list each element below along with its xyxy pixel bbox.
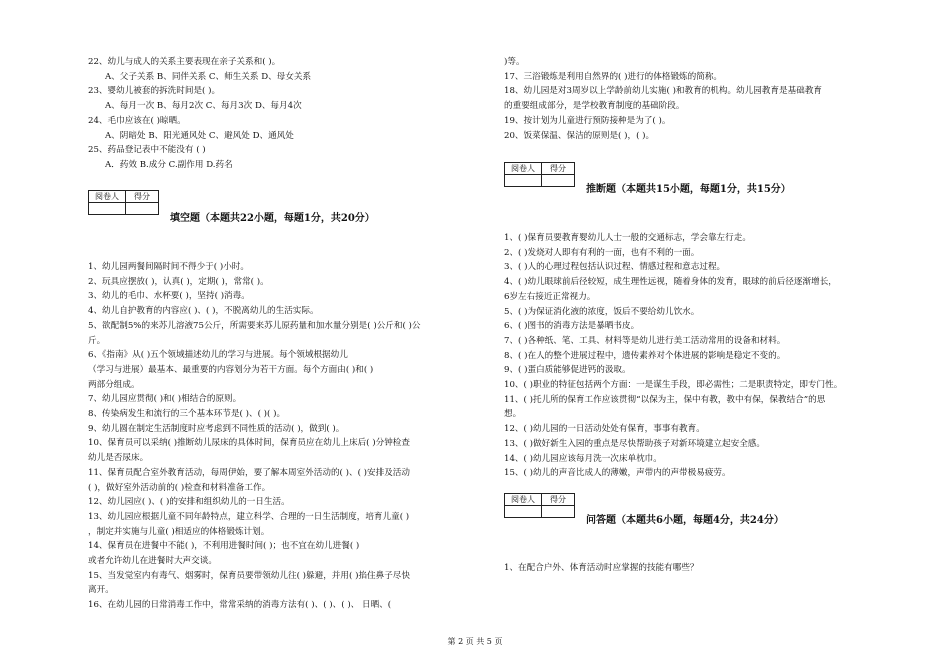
text-line: 9、幼儿圆在制定生活制度时应考虑到不同性质的活动( )，做到( )。	[88, 423, 345, 434]
text-line: A、每月一次 B、每月2次 C、每月3次 D、每月4次	[105, 101, 302, 112]
score-box-grader-label: 阅卷人	[505, 163, 542, 175]
score-box-grader-label: 阅卷人	[505, 494, 542, 506]
text-line: 5、( )为保证消化液的浓度，饭后不要给幼儿饮水。	[504, 306, 700, 317]
page-footer: 第 2 页 共 5 页	[447, 637, 503, 646]
score-box-score-cell	[542, 506, 575, 518]
text-line: 两部分组成。	[88, 379, 140, 390]
score-box-score-label: 得分	[542, 494, 575, 506]
judge-section-title: 推断题（本题共15小题，每题1分，共15分）	[586, 184, 791, 195]
text-line: 11、( )托儿所的保育工作应该贯彻“以保为主，保中有教，教中有保，保教结合”的思	[504, 394, 826, 405]
text-line: A．药效 B.成分 C.副作用 D.药名	[105, 159, 233, 170]
text-line: 14、保育员在进餐中不能( )，不利用进餐时间( )；也不宜在幼儿进餐( )	[88, 541, 360, 552]
text-line: 1、( )保育员要教育婴幼儿人士一般的交通标志，学会靠左行走。	[504, 233, 751, 243]
score-box-score-label: 得分	[126, 191, 159, 203]
qa-section-title: 问答题（本题共6小题，每题4分，共24分）	[586, 515, 784, 526]
score-box-grader-label: 阅卷人	[89, 191, 126, 203]
text-line: （学习与进展）最基本、最重要的内容划分为若干方面。每个方面由( )和( )	[88, 364, 374, 375]
text-line: 6、《指南》从( )五个领域描述幼儿的学习与进展。每个领域根据幼儿	[88, 350, 348, 361]
text-line: 斤。	[88, 335, 106, 346]
text-line: 17、三浴锻炼是利用自然界的( )进行的体格锻炼的简称。	[504, 71, 723, 82]
fill-score-box	[88, 190, 159, 215]
text-line: 15、( )幼儿的声音比成人的薄嫩，声带内的声带极易疲劳。	[504, 468, 731, 479]
text-line: 6岁左右接近正常视力。	[504, 291, 596, 302]
text-line: 想。	[504, 409, 522, 420]
text-line: 离开。	[88, 585, 114, 596]
text-line: 12、幼儿园应( )、( )的安排和组织幼儿的一日生活。	[88, 497, 290, 508]
score-box-score-cell	[542, 175, 575, 187]
text-line: 8、传染病发生和流行的三个基本环节是( )、( )( )。	[88, 409, 286, 419]
text-line: 23、婴幼儿被套的拆洗时间是( )。	[88, 86, 221, 97]
score-box-grader-cell	[505, 175, 542, 187]
text-line: 15、当发觉室内有毒气、烟雾时，保育员要带领幼儿往( )躲避，并用( )掐住鼻子尽快	[88, 570, 410, 581]
text-line: 2、( )发烧对人即有有利的一面，也有不利的一面。	[504, 247, 700, 258]
text-line: 2、玩具应摆放( )，认真( )，定期( )，常常( )。	[88, 276, 269, 287]
score-box-score-label: 得分	[542, 163, 575, 175]
text-line: 或者允许幼儿在进餐时大声交谈。	[88, 556, 217, 566]
text-line: A、阴暗处 B、阳光通风处 C、避风处 D、通风处	[105, 130, 294, 141]
qa-score-box	[504, 493, 575, 518]
text-line: 11、保育员配合室外教育活动，每周伊始，要了解本周室外活动的( )、( )安排及活动	[88, 467, 410, 478]
score-box-score-cell	[126, 203, 159, 215]
text-line: 4、幼儿自护教育的内容应( )、( )，不脱离幼儿的生活实际。	[88, 306, 319, 317]
text-line: 3、幼儿的毛巾、水杯要( )，坚持( )消毒。	[88, 291, 250, 302]
text-line: 10、保育员可以采纳( )推断幼儿尿床的具体时间，保育员应在幼儿上床后( )分钟检查	[88, 438, 410, 449]
text-line: )等。	[504, 57, 525, 67]
text-line: 1、幼儿园两餐间隔时间不得少于( )小时。	[88, 262, 249, 272]
text-line: 13、( )做好新生入园的重点是尽快帮助孩子对新环境建立起安全感。	[504, 438, 765, 449]
text-line: 3、( )人的心理过程包括认识过程、情感过程和意志过程。	[504, 262, 726, 273]
text-line: 10、( )职业的特征包括两个方面：一是谋生手段，即必需性；二是职责特定，即专门性。	[504, 380, 843, 390]
text-line: 幼儿是否尿床。	[88, 453, 149, 464]
text-line: 的重要组成部分，是学校教育制度的基础阶段。	[504, 101, 685, 112]
text-line: 25、药品登记表中不能没有 ( )	[88, 145, 206, 156]
text-line: 4、( )幼儿眼球前后径较短，成生理性远视，随着身体的发育，眼球的前后径逐渐增长，	[504, 277, 837, 288]
text-line: 6、( )图书的消毒方法是暴晒书皮。	[504, 321, 640, 332]
text-line: ( )，做好室外活动前的( )检查和材料准备工作。	[88, 482, 271, 493]
text-line: 1、在配合户外、体育活动时应掌握的技能有哪些？	[504, 563, 699, 573]
text-line: 7、( )各种纸、笔、工具、材料等是幼儿进行美工活动常用的设备和材料。	[504, 335, 786, 346]
text-line: 22、幼儿与成人的关系主要表现在亲子关系和( )。	[88, 57, 281, 67]
text-line: 13、幼儿园应根据儿童不同年龄特点，建立科学、合理的一日生活制度，培育儿童( )	[88, 511, 410, 522]
text-line: A、父子关系 B、同伴关系 C、师生关系 D、母女关系	[105, 71, 312, 82]
text-line: ，制定并实施与儿童( )相适应的体格锻炼计划。	[88, 526, 270, 537]
fill-section-title: 填空题（本题共22小题，每题1分，共20分）	[170, 213, 375, 224]
text-line: 9、( )蛋白质能够促进钙的汲取。	[504, 365, 631, 376]
text-line: 5、欲配制5%的来苏儿溶液75公斤，所需要来苏儿原药量和加水量分别是( )公斤和( )公	[88, 320, 421, 331]
text-line: 24、毛巾应该在( )晾晒。	[88, 115, 186, 126]
text-line: 19、按计划为儿童进行预防接种是为了( )。	[504, 115, 671, 126]
text-line: 14、( )幼儿园应该每月洗一次床单枕巾。	[504, 453, 662, 464]
text-line: 8、( )在人的整个进展过程中，遗传素养对个体进展的影响是稳定不变的。	[504, 350, 786, 361]
judge-score-box	[504, 162, 575, 187]
text-line: 18、幼儿园是对3周岁以上学龄前幼儿实施( )和教育的机构。幼儿园教育是基础教育	[504, 86, 823, 97]
text-line: 12、( )幼儿园的一日活动处处有保育，事事有教育。	[504, 424, 705, 435]
text-line: 7、幼儿园应贯彻( )和( )相结合的原则。	[88, 394, 242, 405]
text-line: 20、饭菜保温、保洁的原则是( )，( )。	[504, 130, 655, 141]
text-line: 16、在幼儿园的日常消毒工作中，常常采纳的消毒方法有( )、( )、( )、 日晒、(	[88, 600, 392, 611]
score-box-grader-cell	[89, 203, 126, 215]
score-box-grader-cell	[505, 506, 542, 518]
